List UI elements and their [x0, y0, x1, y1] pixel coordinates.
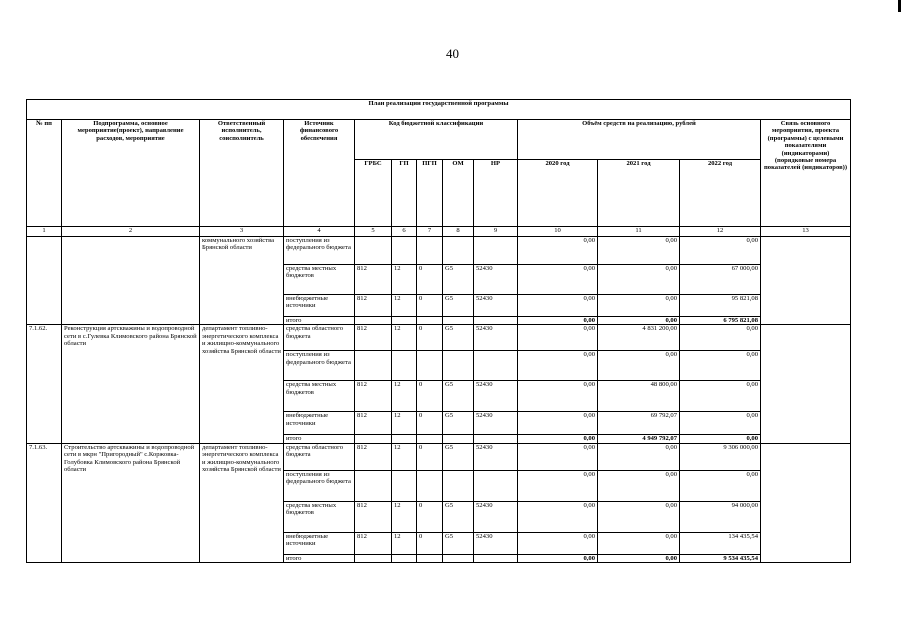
cell-gp: 12: [392, 443, 417, 470]
cell-no: [27, 237, 62, 325]
col-num: 13: [761, 227, 851, 237]
cell-om: G5: [443, 381, 474, 412]
cell-no: 7.1.62.: [27, 325, 62, 443]
col-num: 11: [598, 227, 680, 237]
cell-source: средства областного бюджета: [284, 325, 355, 351]
cell-om: G5: [443, 501, 474, 532]
cell-total-2022: 0,00: [680, 435, 761, 443]
cell-2022: 0,00: [680, 351, 761, 381]
cell-2020: 0,00: [518, 295, 598, 317]
cell-nr: 52430: [474, 265, 518, 295]
cell-gp: [392, 470, 417, 501]
cell-source: поступления из федерального бюджета: [284, 351, 355, 381]
cell-2021: 4 831 200,00: [598, 325, 680, 351]
col-num: 9: [474, 227, 518, 237]
cell-total-2020: 0,00: [518, 554, 598, 562]
cell-pgp: [417, 470, 443, 501]
cell-2022: 0,00: [680, 237, 761, 265]
cell-grbs: 812: [355, 501, 392, 532]
cell-total-2021: 0,00: [598, 317, 680, 325]
cell-2021: 0,00: [598, 265, 680, 295]
cell-om: G5: [443, 325, 474, 351]
cell-om: G5: [443, 412, 474, 435]
cell-name: Строительство артскважины и водопроводной сети в мкрн "Пригородный" с.Коржовка-Голубовка Климовского района Брянской области: [62, 443, 200, 562]
header-2021: 2021 год: [598, 160, 680, 227]
col-num: 2: [62, 227, 200, 237]
cell-2020: 0,00: [518, 443, 598, 470]
cell-grbs: 812: [355, 412, 392, 435]
cell-2020: 0,00: [518, 381, 598, 412]
cell-2022: 67 000,00: [680, 265, 761, 295]
cell-source: внебюджетные источники: [284, 412, 355, 435]
cell-executor: департамент топливно-энергетического комплекса и жилищно-коммунального хозяйства Брянской области: [200, 325, 284, 443]
header-link: Связь основного мероприятия, проекта (программы) с целевыми показателями (индикаторами) (порядковые номера показателей (индикаторов)): [761, 120, 851, 227]
header-no: № пп: [27, 120, 62, 227]
cell-2021: 48 800,00: [598, 381, 680, 412]
cell-source: внебюджетные источники: [284, 295, 355, 317]
cell-2021: 0,00: [598, 295, 680, 317]
cell-gp: 12: [392, 501, 417, 532]
cell-gp: 12: [392, 295, 417, 317]
cell-source: средства областного бюджета: [284, 443, 355, 470]
header-gp: ГП: [392, 160, 417, 227]
cell-grbs: 812: [355, 381, 392, 412]
cell-gp: 12: [392, 532, 417, 554]
cell-nr: 52430: [474, 501, 518, 532]
cell-link: [761, 443, 851, 562]
cell-grbs: 812: [355, 295, 392, 317]
cell-gp: 12: [392, 412, 417, 435]
cell-2020: 0,00: [518, 237, 598, 265]
cell-pgp: 0: [417, 412, 443, 435]
program-plan-table: [26, 99, 851, 563]
cell-no: 7.1.63.: [27, 443, 62, 562]
table-row: [27, 443, 851, 470]
header-grbs: ГРБС: [355, 160, 392, 227]
cell-nr: 52430: [474, 532, 518, 554]
header-2022: 2022 год: [680, 160, 761, 227]
cell-grbs: 812: [355, 443, 392, 470]
cell-2022: 94 000,00: [680, 501, 761, 532]
cell-gp: 12: [392, 265, 417, 295]
header-executor: Ответственный исполнитель, соисполнитель: [200, 120, 284, 227]
cell-grbs: [355, 237, 392, 265]
cell-grbs: [355, 351, 392, 381]
cell-om: [443, 470, 474, 501]
cell-pgp: 0: [417, 295, 443, 317]
col-num: 10: [518, 227, 598, 237]
cell-pgp: 0: [417, 443, 443, 470]
cell-grbs: 812: [355, 325, 392, 351]
cell-executor: коммунального хозяйства Брянской области: [200, 237, 284, 325]
cell-2020: 0,00: [518, 412, 598, 435]
cell-executor: департамент топливно-энергетического комплекса и жилищно-коммунального хозяйства Брянской области: [200, 443, 284, 562]
cell-name: Реконструкция артскважины и водопроводной сети в с.Гулевка Климовского района Брянской области: [62, 325, 200, 443]
cell-pgp: 0: [417, 265, 443, 295]
cell-gp: [392, 351, 417, 381]
header-row-1: [27, 120, 851, 160]
cell-source: поступления из федерального бюджета: [284, 470, 355, 501]
cell-gp: 12: [392, 325, 417, 351]
cell-total-2021: 0,00: [598, 554, 680, 562]
header-budget-code: Код бюджетной классификации: [355, 120, 518, 160]
cell-total-label: итого: [284, 554, 355, 562]
cell-2022: 0,00: [680, 412, 761, 435]
cell-pgp: 0: [417, 381, 443, 412]
cell-total-2020: 0,00: [518, 435, 598, 443]
cell-2020: 0,00: [518, 501, 598, 532]
cell-2021: 0,00: [598, 532, 680, 554]
col-num: 8: [443, 227, 474, 237]
cell-pgp: 0: [417, 532, 443, 554]
cell-nr: 52430: [474, 295, 518, 317]
cell-om: G5: [443, 295, 474, 317]
cell-total-2021: 4 949 792,07: [598, 435, 680, 443]
cell-om: G5: [443, 443, 474, 470]
col-num: 6: [392, 227, 417, 237]
cell-pgp: [417, 351, 443, 381]
cell-2020: 0,00: [518, 265, 598, 295]
cell-2021: 0,00: [598, 470, 680, 501]
cell-link: [761, 237, 851, 325]
header-nr: НР: [474, 160, 518, 227]
table-row: [27, 325, 851, 351]
cell-om: [443, 351, 474, 381]
cell-2020: 0,00: [518, 325, 598, 351]
cell-nr: 52430: [474, 325, 518, 351]
col-num: 3: [200, 227, 284, 237]
cell-pgp: 0: [417, 325, 443, 351]
cell-pgp: [417, 237, 443, 265]
table-title: План реализации государственной программы: [27, 100, 851, 120]
cell-2020: 0,00: [518, 532, 598, 554]
header-om: ОМ: [443, 160, 474, 227]
cell-nr: [474, 470, 518, 501]
cell-pgp: 0: [417, 501, 443, 532]
cell-source: внебюджетные источники: [284, 532, 355, 554]
col-num: 1: [27, 227, 62, 237]
table-row: [27, 237, 851, 265]
col-num: 5: [355, 227, 392, 237]
col-num: 7: [417, 227, 443, 237]
header-2020: 2020 год: [518, 160, 598, 227]
cell-total-2020: 0,00: [518, 317, 598, 325]
col-num: 12: [680, 227, 761, 237]
header-volume: Объём средств на реализацию, рублей: [518, 120, 761, 160]
col-num: 4: [284, 227, 355, 237]
cell-source: поступления из федерального бюджета: [284, 237, 355, 265]
cell-2022: 134 435,54: [680, 532, 761, 554]
cell-source: средства местных бюджетов: [284, 501, 355, 532]
cell-nr: [474, 351, 518, 381]
cell-grbs: 812: [355, 532, 392, 554]
cell-name: [62, 237, 200, 325]
cell-2022: 0,00: [680, 470, 761, 501]
cell-total-2022: 6 795 821,08: [680, 317, 761, 325]
cell-gp: 12: [392, 381, 417, 412]
table-title-row: [27, 100, 851, 120]
cell-nr: 52430: [474, 412, 518, 435]
cell-2020: 0,00: [518, 470, 598, 501]
cell-nr: [474, 237, 518, 265]
cell-2022: 9 306 000,00: [680, 443, 761, 470]
cell-link: [761, 325, 851, 443]
cell-2021: 0,00: [598, 443, 680, 470]
cell-2020: 0,00: [518, 351, 598, 381]
cell-total-label: итого: [284, 317, 355, 325]
cell-2022: 0,00: [680, 381, 761, 412]
cell-om: G5: [443, 532, 474, 554]
header-subprogram: Подпрограмма, основное мероприятие(проект), направление расходов, мероприятие: [62, 120, 200, 227]
cell-2021: 69 792,07: [598, 412, 680, 435]
header-source: Источник финансового обеспечения: [284, 120, 355, 227]
cell-nr: 52430: [474, 443, 518, 470]
cell-om: G5: [443, 265, 474, 295]
scan-edge-mark: [898, 0, 901, 12]
cell-source: средства местных бюджетов: [284, 381, 355, 412]
cell-total-label: итого: [284, 435, 355, 443]
cell-om: [443, 237, 474, 265]
cell-total-2022: 9 534 435,54: [680, 554, 761, 562]
cell-2021: 0,00: [598, 237, 680, 265]
column-number-row: [27, 227, 851, 237]
page-number: 40: [446, 46, 459, 61]
cell-source: средства местных бюджетов: [284, 265, 355, 295]
cell-grbs: 812: [355, 265, 392, 295]
cell-nr: 52430: [474, 381, 518, 412]
cell-2022: 0,00: [680, 325, 761, 351]
header-pgp: ПГП: [417, 160, 443, 227]
cell-2022: 95 821,08: [680, 295, 761, 317]
cell-2021: 0,00: [598, 351, 680, 381]
cell-grbs: [355, 470, 392, 501]
cell-2021: 0,00: [598, 501, 680, 532]
cell-gp: [392, 237, 417, 265]
